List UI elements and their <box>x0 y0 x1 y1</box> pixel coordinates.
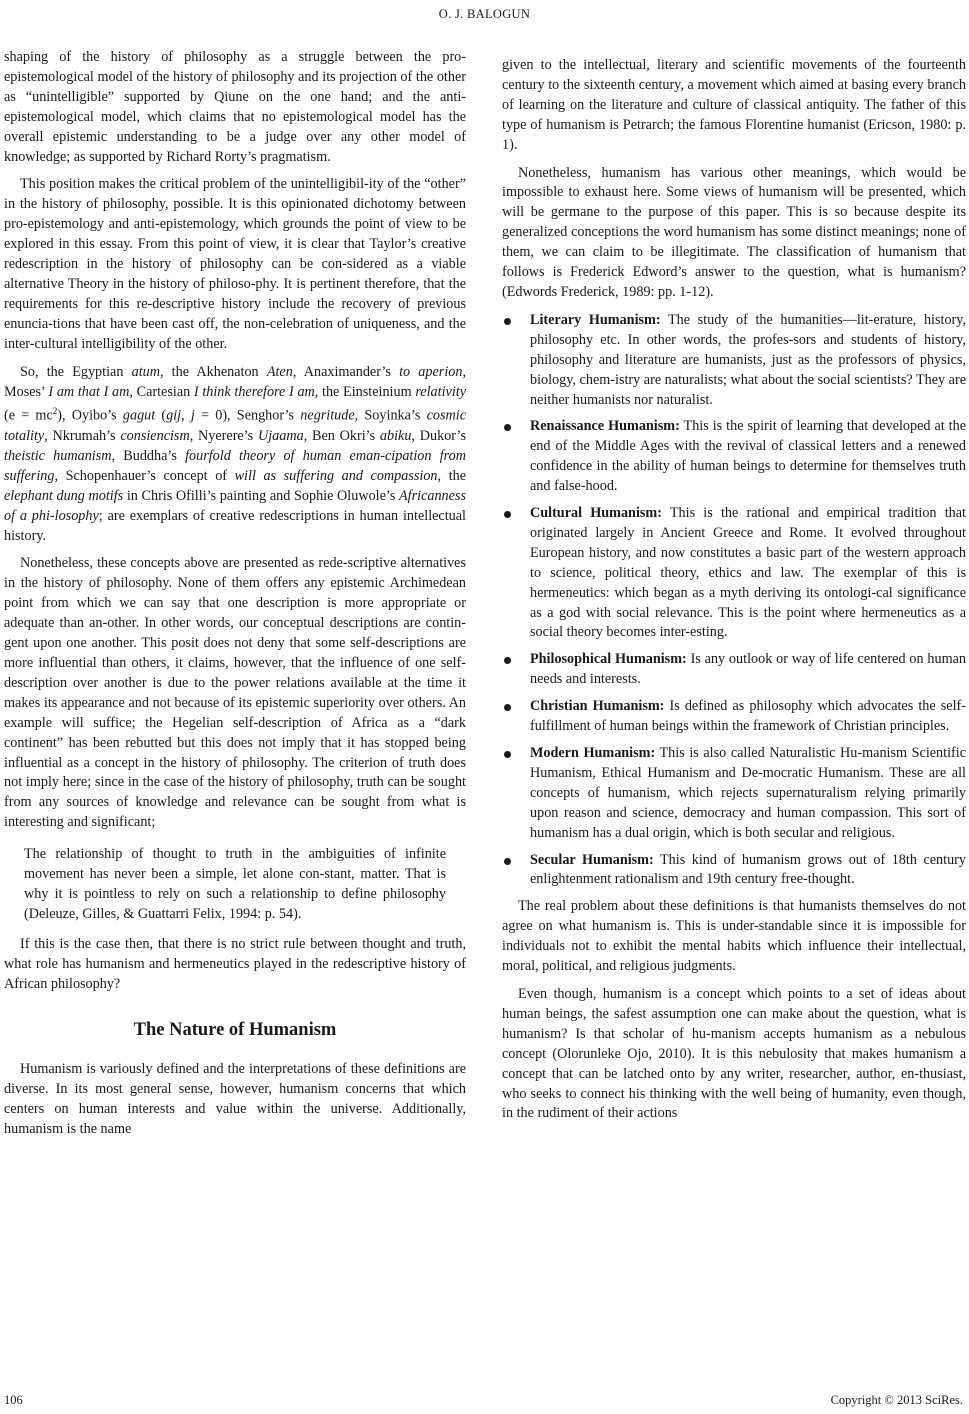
list-item: Literary Humanism: The study of the humanities—lit-erature, history, philosophy etc. In other words, the profes-sors and students of history, philosophy and literature are humanists, just as the professors of physics, biology, chem-istry are naturalists; what about the social scientists? They are neither humanists nor naturalist. <box>502 311 966 411</box>
copyright-notice: Copyright © 2013 SciRes. <box>830 1393 963 1407</box>
bullet-icon <box>504 704 511 711</box>
section-heading: The Nature of Humanism <box>133 1019 337 1040</box>
bullet-icon <box>504 657 511 664</box>
running-header: O. J. BALOGUN <box>438 7 531 21</box>
paragraph: given to the intellectual, literary and scientific movements of the fourteenth century to the sixteenth century, a movement which aimed at basing every branch of learning on the literature and culture of classical antiquity. The father of this type of humanism is Petrarch; the famous Florentine humanist (Ericson, 1980: p. 1). <box>502 57 966 153</box>
paragraph: Nonetheless, humanism has various other meanings, which would be impossible to exhaust here. Some views of humanism will be presented, which will be germane to the purpose of this paper. This is so because despite its generalized conceptions the word humanism has some distinct meanings; none of them, we can claim to be illegitimate. The classification of humanism that follows is Frederick Edword’s answer to the question, what is humanism? (Edwords Frederick, 1989: pp. 1-12). <box>502 164 966 300</box>
paragraph: The real problem about these definitions is that humanists themselves do not agree on what humanism is. This is under-standable since it is impossible for individuals not to exhibit the mental habits which influence their intellectual, moral, political, and religious judgments. <box>502 898 966 975</box>
list-item: Christian Humanism: Is defined as philosophy which advocates the self-fulfillment of human beings within the framework of Christian principles. <box>502 697 966 737</box>
paragraph-exemplars: So, the Egyptian atum, the Akhenaton Aten, Anaximander’s to aperion, Moses’ I am that I am, Cartesian I think therefore I am, the Einsteinium relativity $(e = mc^2)$, Oyibo’s gagut (gij, j = 0), Senghor’s negritude, Soyinka’s cosmic totality, Nkrumah’s consiencism, Nyerere’s Ujaama, Ben Okri’s abiku, Dukor’s theistic humanism, Buddha’s fourfold theory of human eman-cipation from suffering, Schopenhauer’s concept of will as suffering and compassion, the elephant dung motifs in Chris Ofilli’s painting and Sophie Oluwole’s Africanness of a phi-losophy; are exemplars of creative redescriptions in human intellectual history. <box>4 363 467 544</box>
paragraph: Nonetheless, these concepts above are presented as rede-scriptive alternatives in the history of philosophy. None of them offers any epistemic Archimedean point from which we can say that one description is more appropriate or adequate than an-other. In other words, our conceptual descriptions are contin-gent upon one another. This posit does not deny that some self-descriptions are more influential than others, it claims, however, that the influence of one self-description over another is due to the power relations available at the time it makes its appearance and not because of its epistemic superiority over others. An example will suffice; the Hegelian self-description of Africa as a “dark continent” has been rebutted but this does not imply that it has stopped being influential as a concept in the history of philosophy. The criterion of truth does not imply here; since in the case of the history of philosophy, truth can be sought from any sources of knowledge and relevance can be sought from what is interesting and significant; <box>4 555 466 831</box>
left-column <box>4 48 466 1148</box>
list-item: Renaissance Humanism: This is the spirit of learning that developed at the end of the Middle Ages with the revival of classical letters and a renewed confidence in the ability of human beings to determine for themselves truth and false-hood. <box>502 417 966 497</box>
paragraph: Even though, humanism is a concept which points to a set of ideas about human beings, the safest assumption one can make about the question, what is humanism? Is that scholar of hu-manism accepts humanism as a nebulous concept (Olorunleke Ojo, 2010). It is this nebulosity that makes humanism a concept that can be latched onto by any writer, researcher, author, en-thusiast, who seeks to connect his thinking with the well being of humanity, even though, in the rudiment of their actions <box>502 985 966 1122</box>
paragraph: shaping of the history of philosophy as a struggle between the pro-epistemological model of the history of philosophy and its projection of the other as “unintelligible” supported by Qiune on the one hand; and the anti-epistemological model, which claims that no epistemological model has the overall epistemic understanding to be a judge over any other model of knowledge; as supported by Richard Rorty’s pragmatism. <box>4 49 466 165</box>
humanism-types-list <box>502 311 966 890</box>
bullet-icon <box>504 858 511 865</box>
paragraph: Humanism is variously defined and the interpretations of these definitions are diverse. In its most general sense, however, humanism concerns that which centers on human interests and value within the universe. Additionally, humanism is the name <box>4 1061 466 1138</box>
list-item: Cultural Humanism: This is the rational and empirical tradition that originated largely in Ancient Greece and Rome. It evolved throughout European history, and now constitutes a basic part of the western approach to science, political theory, ethics and law. The exemplar of this is hermeneutics: which began as a myth deriving its ontologi-cal significance as a god with social relevance. This is the point where hermeneutics as a social theory becomes inter-esting. <box>502 504 966 643</box>
paragraph: This position makes the critical problem of the unintelligibil-ity of the “other” in the history of philosophy, possible. It is this opinionated dichotomy between pro-epistemology and anti-epistemology, which grounds the point of view to be explored in this essay. From this point of view, it is clear that Taylor’s creative redescription in the history of philosophy can be con-sidered as a viable alternative Theory in the history of philoso-phy. It is pertinent therefore, that the requirements for this re-descriptive history include the recovery of previous enuncia-tions that have been cast off, the non-celebration of uniqueness, and the inter-cultural intelligibility of the other. <box>4 176 466 352</box>
list-item: Secular Humanism: This kind of humanism grows out of 18th century enlightenment rationalism and 19th century free-thought. <box>502 851 966 891</box>
list-item: Modern Humanism: This is also called Naturalistic Hu-manism Scientific Humanism, Ethical Humanism and De-mocratic Humanism. These are all concepts of humanism, which rejects supernaturalism relying primarily upon reason and science, democracy and human compassion. This sort of humanism has a dual origin, which is both secular and religious. <box>502 744 966 844</box>
bullet-icon <box>504 424 511 431</box>
bullet-icon <box>504 751 511 758</box>
list-item: Philosophical Humanism: Is any outlook or way of life centered on human needs and interests. <box>502 650 966 690</box>
block-quote: The relationship of thought to truth in the ambiguities of infinite movement has never been a simple, let alone con-stant, matter. That is why it is pointless to rely on such a relationship to define philosophy (Deleuze, Gilles, & Guattarri Felix, 1994: p. 54). <box>24 846 446 922</box>
bullet-icon <box>504 318 511 325</box>
right-column <box>502 56 966 1132</box>
bullet-icon <box>504 511 511 518</box>
paragraph: If this is the case then, that there is no strict rule between thought and truth, what role has humanism and hermeneutics played in the redescriptive history of African philosophy? <box>4 935 466 992</box>
page-number: 106 <box>4 1393 23 1407</box>
